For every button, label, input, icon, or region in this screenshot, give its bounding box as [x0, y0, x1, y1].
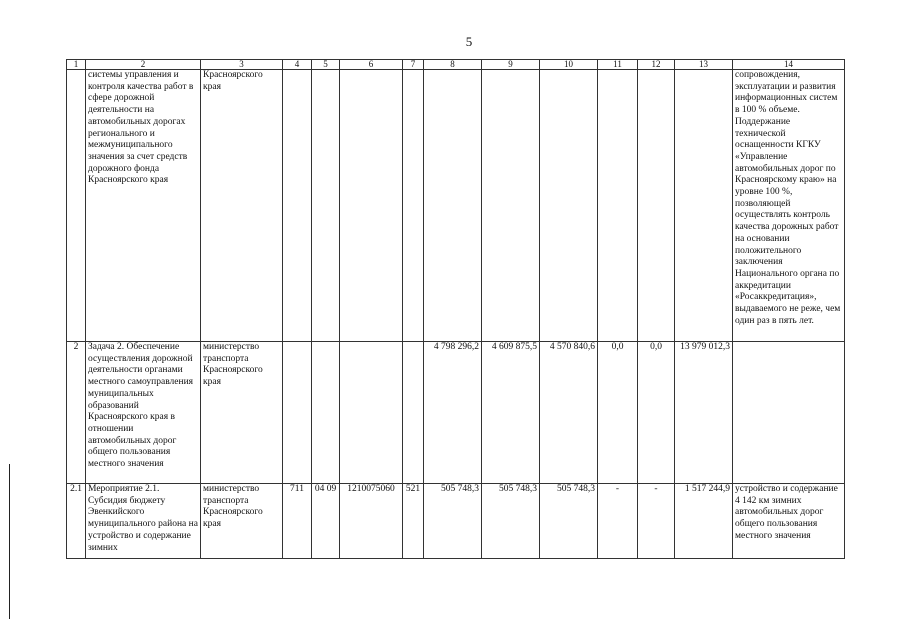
cell-content: -	[654, 484, 658, 494]
cell-content: устройство и содержание 4 142 км зимних автомобильных дорог общего пользования местного значения	[735, 484, 838, 541]
amount-cell: 0,0	[598, 342, 638, 484]
expected-result-cell	[733, 484, 845, 559]
amount-cell: 0,0	[638, 342, 675, 484]
target-article-cell	[340, 342, 403, 484]
cell-content: 1 517 244,9	[684, 484, 730, 494]
header-cell: 12	[638, 60, 675, 70]
expected-result-cell	[733, 342, 845, 484]
table-row	[67, 484, 845, 559]
amount-cell: 4 609 875,5	[482, 342, 540, 484]
amount-cell	[540, 70, 598, 342]
cell-content: Мероприятие 2.1. Субсидия бюджету Эвенкийского муниципального района на устройство и содержание зимних	[88, 484, 198, 553]
margin-line	[9, 464, 10, 619]
section-code-cell	[312, 342, 340, 484]
target-article-cell	[340, 70, 403, 342]
total-cell: 13 979 012,3	[675, 342, 733, 484]
header-cell: 10	[540, 60, 598, 70]
amount-cell	[638, 70, 675, 342]
row-number-cell: 2	[67, 342, 86, 484]
header-cell: 2	[86, 60, 201, 70]
cell-content: 505 748,3	[441, 484, 479, 494]
grbs-code-cell	[283, 484, 312, 559]
header-cell: 7	[403, 60, 424, 70]
cell-content: -	[615, 484, 620, 494]
header-cell: 4	[283, 60, 312, 70]
row-number-cell	[67, 484, 86, 559]
table-header-row	[67, 60, 845, 70]
responsible-cell: Красноярского края	[201, 70, 283, 342]
header-cell: 9	[482, 60, 540, 70]
header-cell: 13	[675, 60, 733, 70]
header-cell: 11	[598, 60, 638, 70]
cell-content: министерство транспорта Красноярского края	[203, 484, 263, 530]
amount-cell: 4 570 840,6	[540, 342, 598, 484]
table-row	[67, 70, 845, 342]
cell-content: 1210075060	[347, 484, 395, 494]
cell-content: 2.1	[70, 484, 82, 494]
header-cell: 3	[201, 60, 283, 70]
amount-cell	[424, 484, 482, 559]
section-code-cell	[312, 484, 340, 559]
total-cell	[675, 484, 733, 559]
header-cell: 5	[312, 60, 340, 70]
amount-cell	[482, 484, 540, 559]
header-cell: 8	[424, 60, 482, 70]
expense-type-cell	[403, 484, 424, 559]
amount-cell	[424, 70, 482, 342]
table-row	[67, 342, 845, 484]
cell-content: 521	[405, 484, 421, 494]
cell-content: 505 748,3	[557, 484, 595, 494]
amount-cell	[638, 484, 675, 559]
header-cell: 1	[67, 60, 86, 70]
description-cell: системы управления и контроля качества работ в сфере дорожной деятельности на автомобильных дорогах регионального и межмуниципального значения за счет средств дорожного фонда Красноярского края	[86, 70, 201, 342]
header-cell: 6	[340, 60, 403, 70]
grbs-code-cell	[283, 70, 312, 342]
amount-cell	[598, 484, 638, 559]
expense-type-cell	[403, 342, 424, 484]
expense-type-cell	[403, 70, 424, 342]
header-cell: 14	[733, 60, 845, 70]
amount-cell	[540, 484, 598, 559]
description-cell	[86, 484, 201, 559]
cell-content: 505 748,3	[499, 484, 537, 494]
row-number-cell	[67, 70, 86, 342]
responsible-cell: министерство транспорта Красноярского края	[201, 342, 283, 484]
amount-cell	[482, 70, 540, 342]
responsible-cell	[201, 484, 283, 559]
description-cell: Задача 2. Обеспечение осуществления дорожной деятельности органами местного самоуправления муниципальных образований Красноярского края в отношении автомобильных дорог общего пользования местного значения	[86, 342, 201, 484]
page-number: 5	[465, 34, 473, 49]
target-article-cell	[340, 484, 403, 559]
grbs-code-cell	[283, 342, 312, 484]
cell-content: 711	[290, 484, 304, 494]
amount-cell: 4 798 296,2	[424, 342, 482, 484]
expected-result-cell: сопровождения, эксплуатации и развития информационных систем в 100 % объеме. Поддержание технической оснащенности КГКУ «Управление автомобильных дорог по Красноярскому краю» на уровне 100 %, позволяющей осуществлять контроль качества дорожных работ на основании положительного заключения Национального органа по аккредитации «Росаккредитация», выдаваемого не реже, чем один раз в пять лет.	[733, 70, 845, 342]
budget-table	[66, 59, 845, 559]
amount-cell	[598, 70, 638, 342]
total-cell	[675, 70, 733, 342]
section-code-cell	[312, 70, 340, 342]
cell-content: 04 09	[314, 484, 337, 494]
